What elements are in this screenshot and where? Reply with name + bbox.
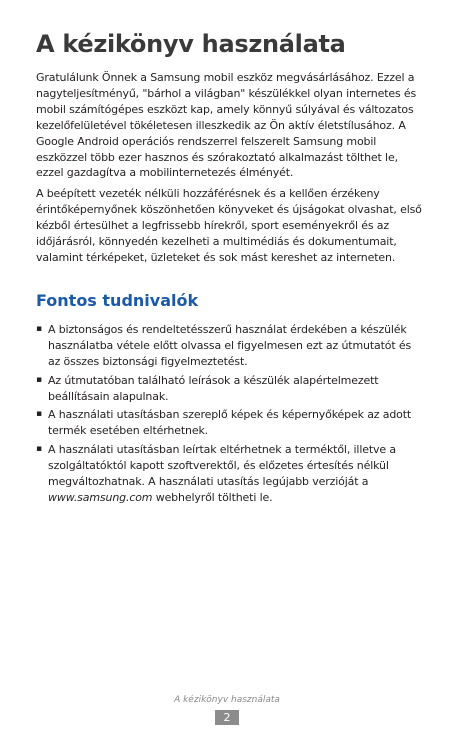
list-item bbox=[36, 442, 422, 506]
bullet-icon: ▪ bbox=[36, 323, 42, 334]
note-suffix: webhelyről töltheti le. bbox=[152, 490, 273, 504]
notes-list bbox=[36, 322, 422, 506]
page-title: A kézikönyv használata bbox=[36, 30, 346, 58]
note-text: A használati utasításban szereplő képek és képernyőképek az adott termék esetében eltérhetnek. bbox=[48, 408, 412, 438]
section-heading: Fontos tudnivalók bbox=[36, 290, 199, 310]
bullet-icon: ▪ bbox=[36, 409, 42, 420]
samsung-website-link[interactable]: www.samsung.com bbox=[48, 490, 153, 504]
page-footer bbox=[0, 694, 454, 725]
manual-page bbox=[36, 28, 422, 509]
bullet-icon: ▪ bbox=[36, 444, 42, 455]
note-text: Az útmutatóban található leírások a készülék alapértelmezett beállításain alapulnak. bbox=[48, 373, 379, 403]
note-text: A használati utasításban leírtak eltérhetnek a terméktől, illetve a szolgáltatóktól kapott szoftverektől, és előzetes értesítés nélkül megváltozhatnak. A használati utasítás legújabb verzióját a bbox=[48, 443, 396, 489]
bullet-icon: ▪ bbox=[36, 374, 42, 385]
list-item bbox=[36, 407, 422, 439]
note-text: A biztonságos és rendeltetésszerű használat érdekében a készülék használatba vétele előtt olvassa el figyelmesen ezt az útmutatót és az összes biztonsági figyelmeztetést. bbox=[48, 322, 412, 368]
page-number-badge: 2 bbox=[215, 710, 239, 725]
list-item bbox=[36, 322, 422, 370]
footer-label: A kézikönyv használata bbox=[174, 695, 280, 705]
list-item bbox=[36, 373, 422, 405]
intro-paragraph-2: A beépített vezeték nélküli hozzáférésnek és a kellően érzékeny érintőképernyőnek köszönhetően könyveket és újságokat olvashat, első kézből értesülhet a legfrissebb hírekről, sport eseményekről és az időjárásról, könnyedén kezelheti a multimédiás és dokumentumait, valamint térképeket, üzleteket és sok mást kereshet az interneten. bbox=[36, 187, 422, 264]
intro-paragraph-1: Gratulálunk Önnek a Samsung mobil eszköz megvásárlásához. Ezzel a nagyteljesítményű, "bárhol a világban" készülékkel olyan internetes és mobil számítógépes eszközt kap, amely könnyű súlyával és változatos kezelőfelületével tökéletesen illeszkedik az Ön aktív életstílusához. A Google Android operációs rendszerrel felszerelt Samsung mobil eszközzel több ezer hasznos és szórakoztató alkalmazást tölthet le, ezzel gazdagítva a mobilinternetezés élményét. bbox=[36, 71, 417, 180]
